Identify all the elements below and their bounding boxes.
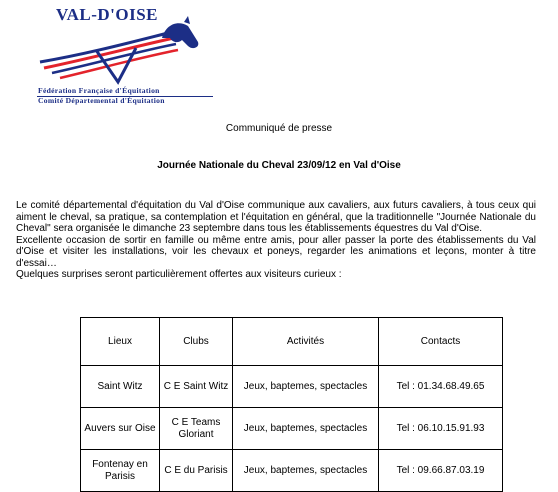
column-header: Contacts (379, 318, 503, 366)
table-cell: Tel : 09.66.87.03.19 (379, 450, 503, 492)
paragraph-intro: Le comité départemental d'équitation du Val d'Oise communique aux cavaliers, aux futurs cavaliers, à tous ceux qui aiment le cheval, sa pratique, sa contemplation et l'équitation en général, que la traditionnelle "Journée Nationale du Cheval" sera organisée le dimanche 23 septembre dans tous les établissements équestres du Val d'Oise. (16, 200, 536, 234)
table-cell: C E Teams Gloriant (160, 408, 233, 450)
table-cell: Auvers sur Oise (81, 408, 160, 450)
table-cell: Jeux, baptemes, spectacles (233, 450, 379, 492)
page-title: Journée Nationale du Cheval 23/09/12 en Val d'Oise (157, 160, 401, 171)
body-text (16, 200, 536, 281)
logo-comite-text: Comité Départemental d'Équitation (38, 96, 165, 105)
table-row (81, 450, 503, 492)
logo-federation-text: Fédération Française d'Équitation (38, 86, 160, 95)
table-cell: Fontenay en Parisis (81, 450, 160, 492)
table-cell: C E Saint Witz (160, 366, 233, 408)
table-cell: Jeux, baptemes, spectacles (233, 366, 379, 408)
column-header: Lieux (81, 318, 160, 366)
logo (32, 2, 217, 106)
table-cell: Saint Witz (81, 366, 160, 408)
table-cell: C E du Parisis (160, 450, 233, 492)
table-cell: Tel : 06.10.15.91.93 (379, 408, 503, 450)
table-row (81, 408, 503, 450)
paragraph-surprises: Quelques surprises seront particulièrement offertes aux visiteurs curieux : (16, 269, 342, 280)
column-header: Activités (233, 318, 379, 366)
table-cell: Tel : 01.34.68.49.65 (379, 366, 503, 408)
table-header-row (81, 318, 503, 366)
table-cell: Jeux, baptemes, spectacles (233, 408, 379, 450)
column-header: Clubs (160, 318, 233, 366)
logo-title: VAL-D'OISE (56, 5, 158, 24)
locations-table (80, 317, 503, 492)
press-release-label: Communiqué de presse (225, 123, 333, 134)
paragraph-invitation: Excellente occasion de sortir en famille ou même entre amis, pour aller passer la porte des établissements du Val d'Oise et visiter les installations, voir les chevaux et poneys, regarder les animations et leçons, monter à titre d'essai… (16, 234, 536, 269)
table-row (81, 366, 503, 408)
